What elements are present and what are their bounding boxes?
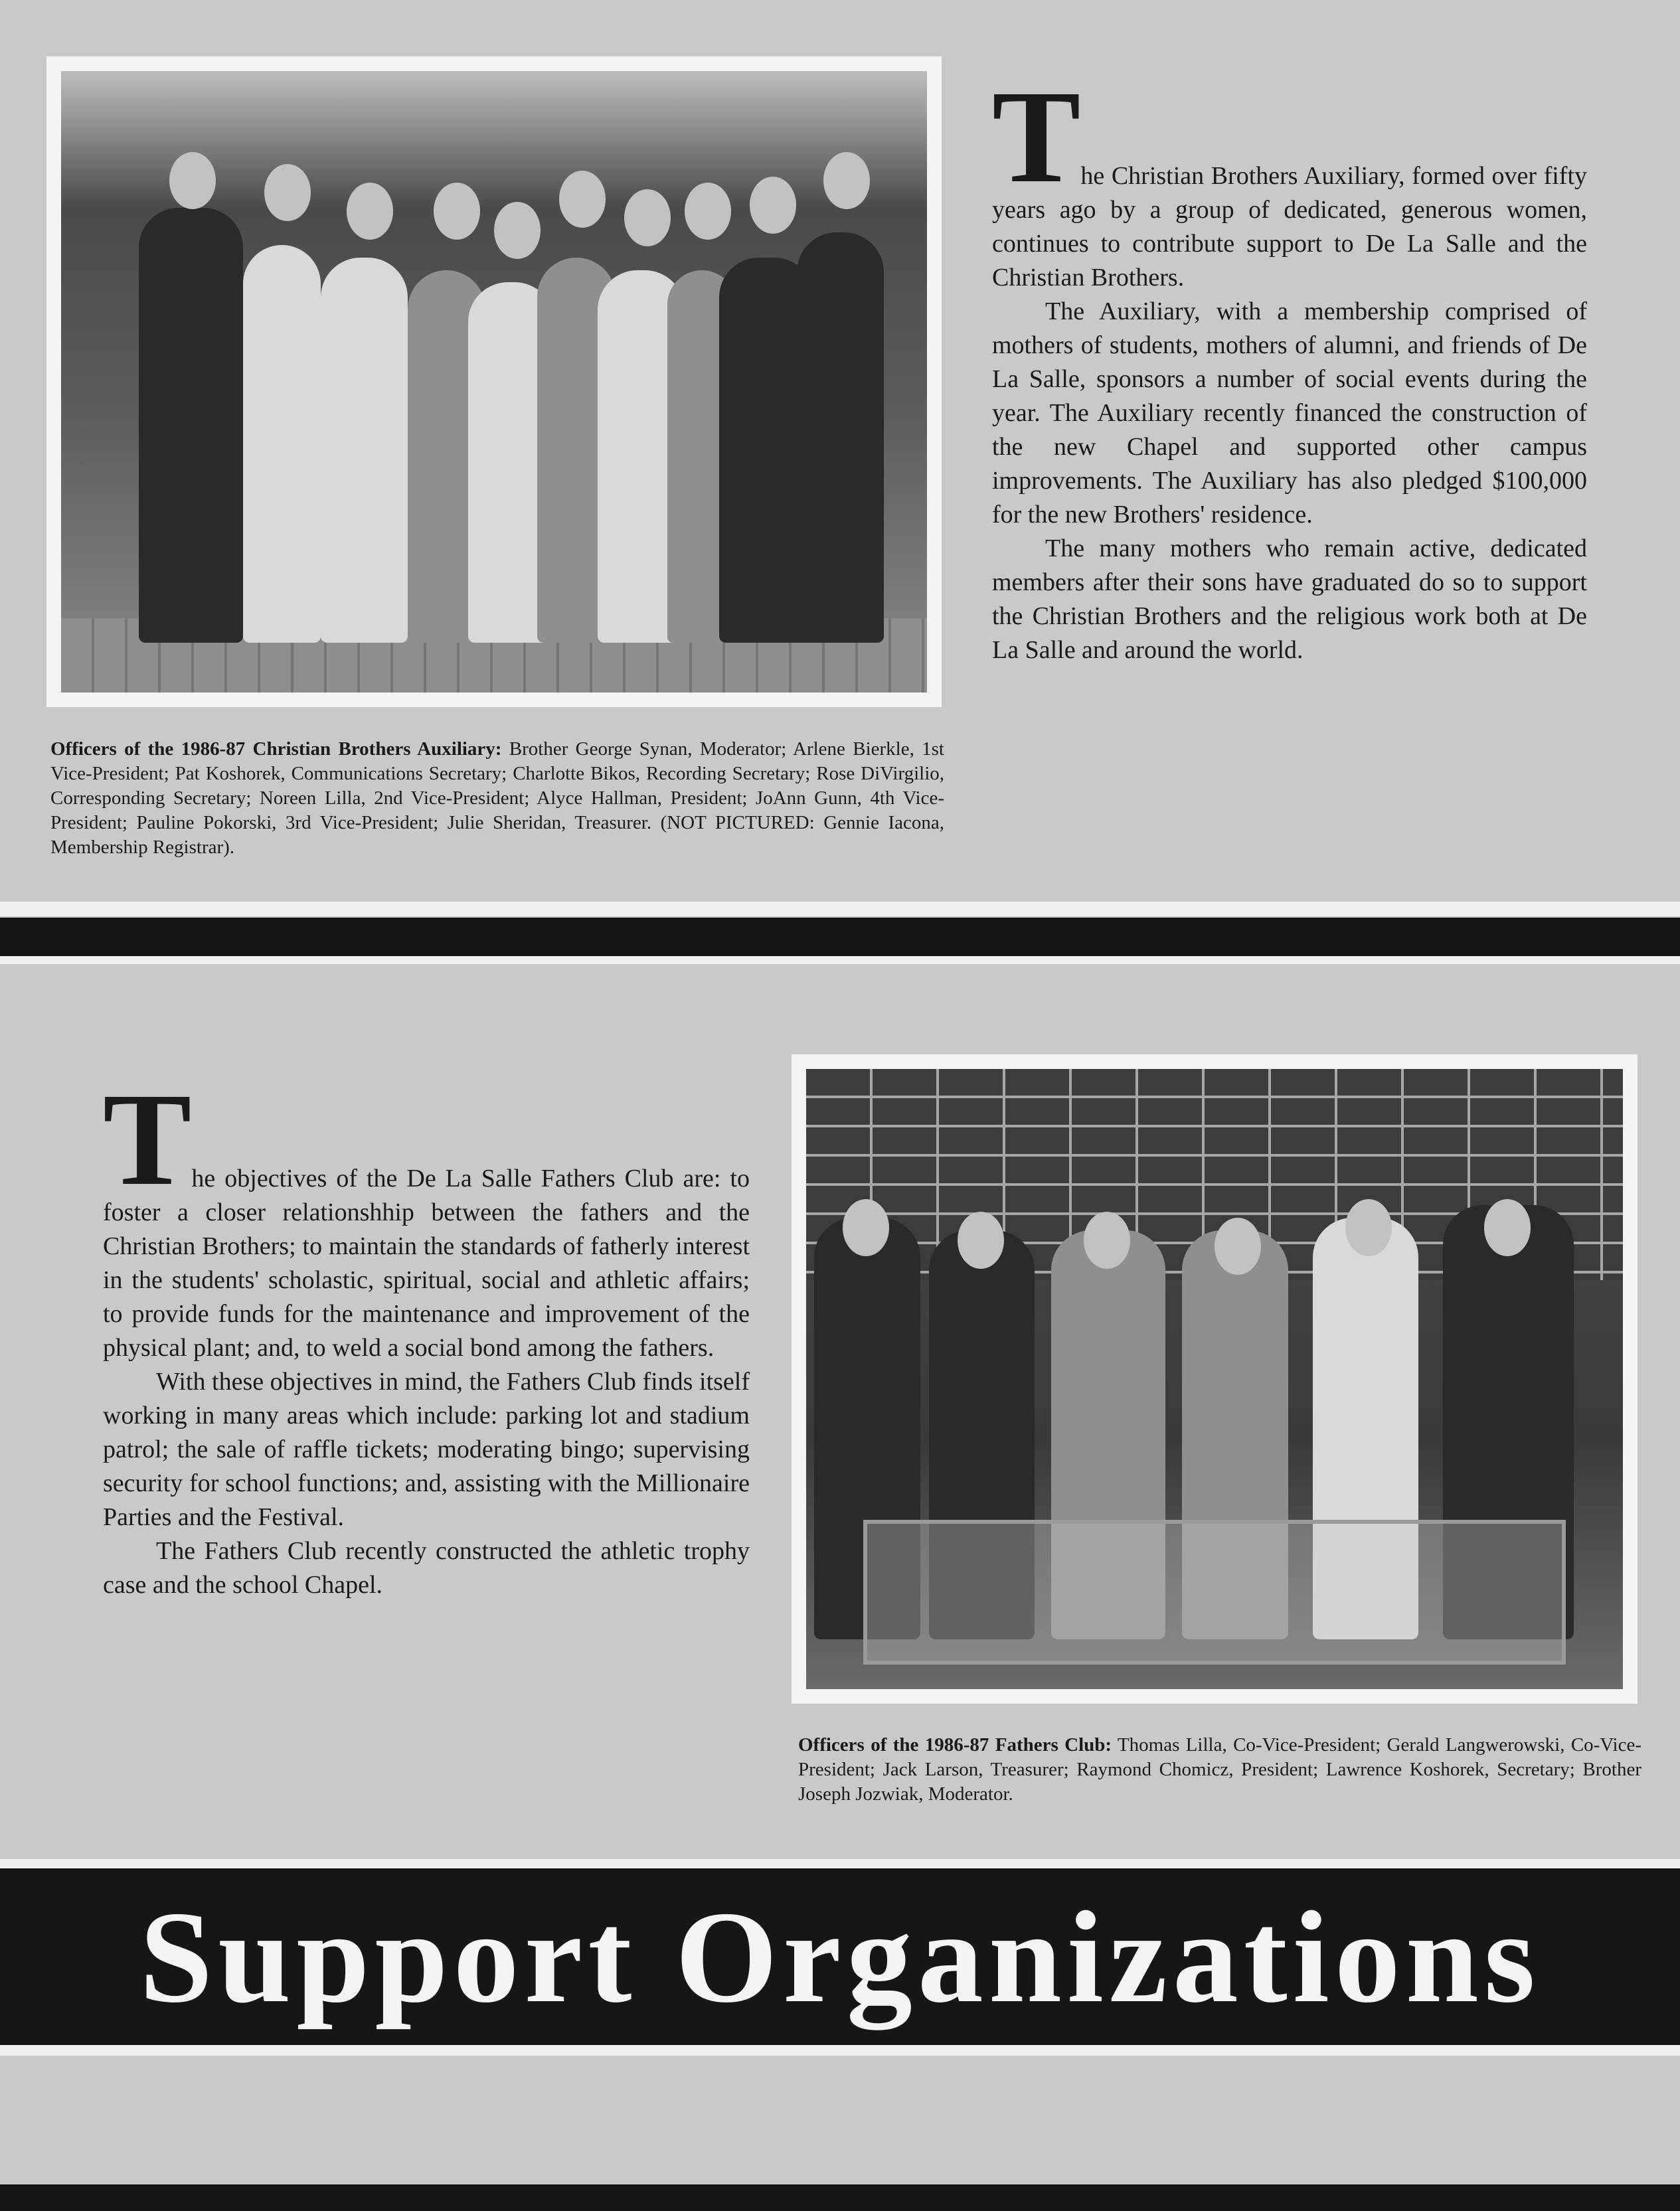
auxiliary-caption-text: Brother George Synan, Moderator; Arlene Bierkle, 1st Vice-President; Pat Koshorek, Communications Secretary; Charlotte Bikos, Recording Secretary; Rose DiVirgilio, Corresponding Secretary; Noreen Lilla, 2nd Vice-President; Alyce Hallman, President; JoAnn Gunn, 4th Vice-President; Pauline Pokorski, 3rd Vice-President; Julie Sheridan, Treasurer. (NOT PICTURED: Gennie Iacona, Membership Registrar). [50, 738, 944, 858]
auxiliary-paragraph-2: The Auxiliary, with a membership comprised of mothers of students, mothers of alumni, and friends of De La Salle, sponsors a number of social events during the year. The Auxiliary recently financed the construction of the new Chapel and supported other campus improvements. The Auxiliary has also pledged $100,000 for the new Brothers' residence. [992, 297, 1587, 529]
fathers-club-article [103, 1066, 750, 1602]
divider-bottom-white [0, 956, 1680, 964]
auxiliary-article [992, 64, 1587, 667]
auxiliary-photo [46, 56, 942, 707]
divider-top-white [0, 902, 1680, 916]
fathers-club-caption-text: Thomas Lilla, Co-Vice-President; Gerald Langwerowski, Co-Vice-President; Jack Larson, Treasurer; Raymond Chomicz, President; Lawrence Koshorek, Secretary; Brother Joseph Jozwiak, Moderator. [798, 1734, 1641, 1805]
bottom-black-band [0, 2184, 1680, 2211]
auxiliary-dropcap: T [992, 64, 1078, 210]
auxiliary-paragraph-1-text: he Christian Brothers Auxiliary, formed over fifty years ago by a group of dedicated, generous women, continues to contribute support to De La Salle and the Christian Brothers. [992, 162, 1587, 291]
fathers-club-paragraph-1 [103, 1066, 750, 1365]
section-title: Support Organizations [139, 1884, 1541, 2030]
auxiliary-caption-heading: Officers of the 1986-87 Christian Brothers Auxiliary: [50, 738, 502, 760]
auxiliary-paragraph-1 [992, 64, 1587, 295]
fathers-club-paragraph-3: The Fathers Club recently constructed the athletic trophy case and the school Chapel. [103, 1537, 750, 1599]
title-bottom-rule [0, 2045, 1680, 2056]
fathers-club-paragraph-1-text: he objectives of the De La Salle Fathers Club are: to foster a closer relationshhip between the fathers and the Christian Brothers; to maintain the standards of fatherly interest in the students' scholastic, spiritual, social and athletic affairs; to provide funds for the maintenance and improvement of the physical plant; and, to weld a social bond among the fathers. [103, 1165, 750, 1362]
fathers-club-dropcap: T [103, 1066, 189, 1213]
fathers-club-caption [798, 1733, 1641, 1807]
fathers-club-caption-heading: Officers of the 1986-87 Fathers Club: [798, 1734, 1112, 1756]
divider-black-band [0, 918, 1680, 956]
fathers-club-photo [792, 1054, 1638, 1704]
auxiliary-paragraph-3: The many mothers who remain active, dedicated members after their sons have graduated do so to support the Christian Brothers and the religious work both at De La Salle and around the world. [992, 534, 1587, 664]
fathers-club-paragraph-2: With these objectives in mind, the Fathers Club finds itself working in many areas which include: parking lot and stadium patrol; the sale of raffle tickets; moderating bingo; supervising security for school functions; and, assisting with the Millionaire Parties and the Festival. [103, 1368, 750, 1531]
auxiliary-caption [50, 737, 944, 860]
title-top-rule [0, 1859, 1680, 1868]
